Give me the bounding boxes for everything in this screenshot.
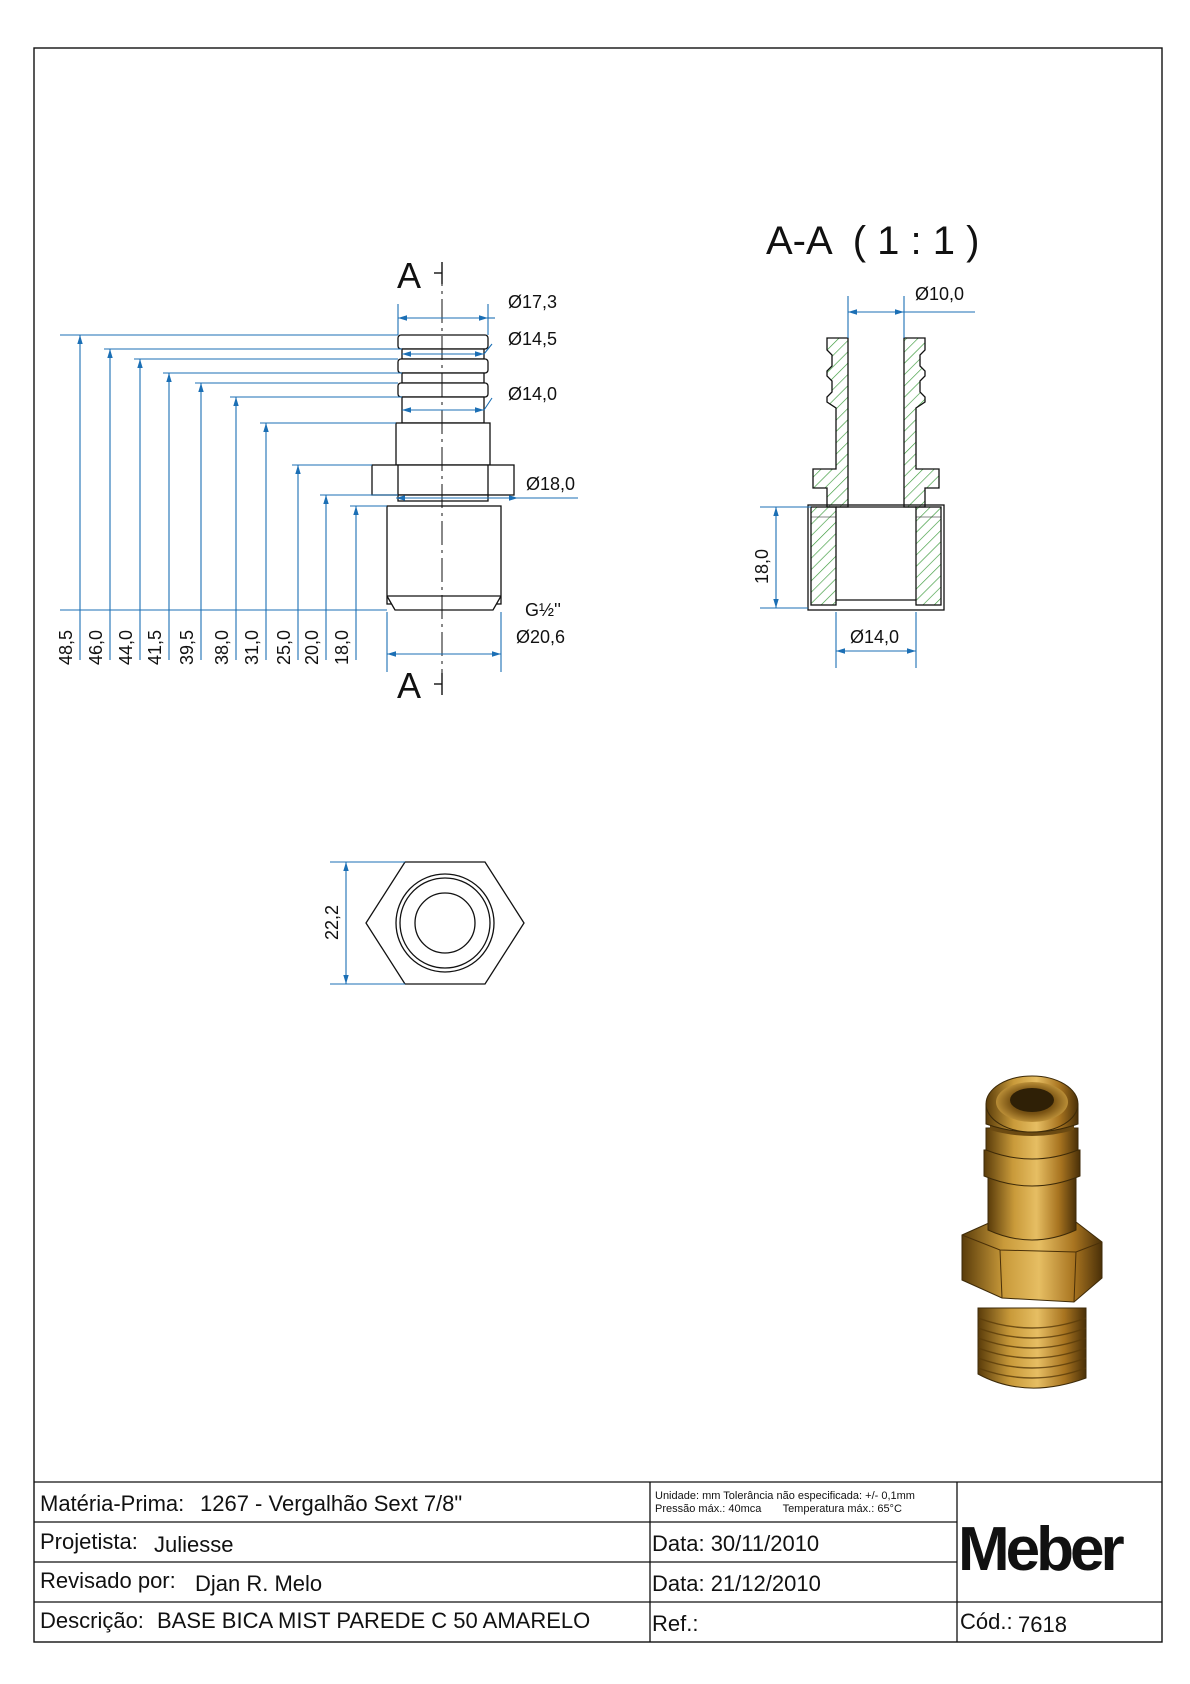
section-left-wall — [813, 338, 848, 507]
dim-hex-22-2: 22,2 — [322, 904, 342, 940]
projetista-label: Projetista: — [40, 1529, 138, 1554]
section-thread-left — [811, 507, 836, 605]
front-view-hex — [372, 465, 514, 495]
dim-section-diameter-10-0: Ø10,0 — [915, 284, 965, 304]
dim-diameter-14-0: Ø14,0 — [508, 384, 558, 404]
section-title: A-A ( 1 : 1 ) — [766, 219, 980, 263]
title-block — [34, 1482, 1162, 1642]
dim-diameter-20-6: Ø20,6 — [516, 627, 566, 647]
section-thread-right — [916, 507, 941, 605]
dim-height-41-5: 41,5 — [145, 629, 165, 665]
section-dims — [760, 296, 975, 668]
front-view — [56, 255, 578, 706]
dim-height-18-0: 18,0 — [332, 629, 352, 665]
section-mark-top: A — [397, 255, 422, 296]
section-right-wall — [904, 338, 939, 507]
data-created: Data: 30/11/2010 — [652, 1531, 820, 1556]
section-mark-bottom: A — [397, 665, 422, 706]
front-view-body — [396, 423, 490, 465]
dim-thread-g12: G½'' — [525, 600, 561, 620]
dim-section-height-18-0: 18,0 — [752, 548, 772, 584]
dim-height-25-0: 25,0 — [274, 629, 294, 665]
isometric-render — [962, 1076, 1102, 1388]
ref-label: Ref.: — [652, 1611, 699, 1636]
front-view-height-labels — [56, 630, 352, 665]
hex-view — [322, 862, 524, 984]
projetista-value: Juliesse — [154, 1532, 234, 1557]
meber-logo: Meber — [958, 1515, 1121, 1584]
front-view-height-dims — [60, 335, 402, 660]
dim-height-39-5: 39,5 — [177, 629, 197, 665]
sheet-border — [34, 48, 1162, 1642]
revisado-value: Djan R. Melo — [195, 1571, 323, 1596]
notes-line-1: Unidade: mm Tolerância não especificada: +/- 0,1mm — [655, 1490, 915, 1502]
dim-section-diameter-14-0: Ø14,0 — [850, 627, 900, 647]
section-view — [752, 219, 979, 668]
dim-height-20-0: 20,0 — [302, 629, 322, 665]
cod-label: Cód.: — [960, 1609, 1013, 1634]
dim-height-31-0: 31,0 — [242, 629, 262, 665]
data-revised: Data: 21/12/2010 — [652, 1571, 821, 1596]
cod-value: 7618 — [1018, 1612, 1067, 1637]
front-view-thread — [387, 506, 501, 610]
dim-height-46-0: 46,0 — [86, 629, 106, 665]
dim-height-48-5: 48,5 — [56, 629, 76, 665]
revisado-label: Revisado por: — [40, 1568, 176, 1593]
dim-height-38-0: 38,0 — [212, 629, 232, 665]
notes-line-2: Pressão máx.: 40mca Temperatura máx.: 65°C — [655, 1503, 902, 1515]
materia-value: 1267 - Vergalhão Sext 7/8" — [200, 1491, 463, 1516]
materia-label: Matéria-Prima: — [40, 1491, 185, 1516]
descricao-label: Descrição: — [40, 1608, 144, 1633]
dim-diameter-18-0: Ø18,0 — [526, 474, 576, 494]
dim-diameter-17-3: Ø17,3 — [508, 292, 558, 312]
descricao-value: BASE BICA MIST PAREDE C 50 AMARELO — [157, 1608, 591, 1633]
dim-height-44-0: 44,0 — [116, 629, 136, 665]
hex-outline — [366, 862, 524, 984]
dim-diameter-14-5: Ø14,5 — [508, 329, 558, 349]
